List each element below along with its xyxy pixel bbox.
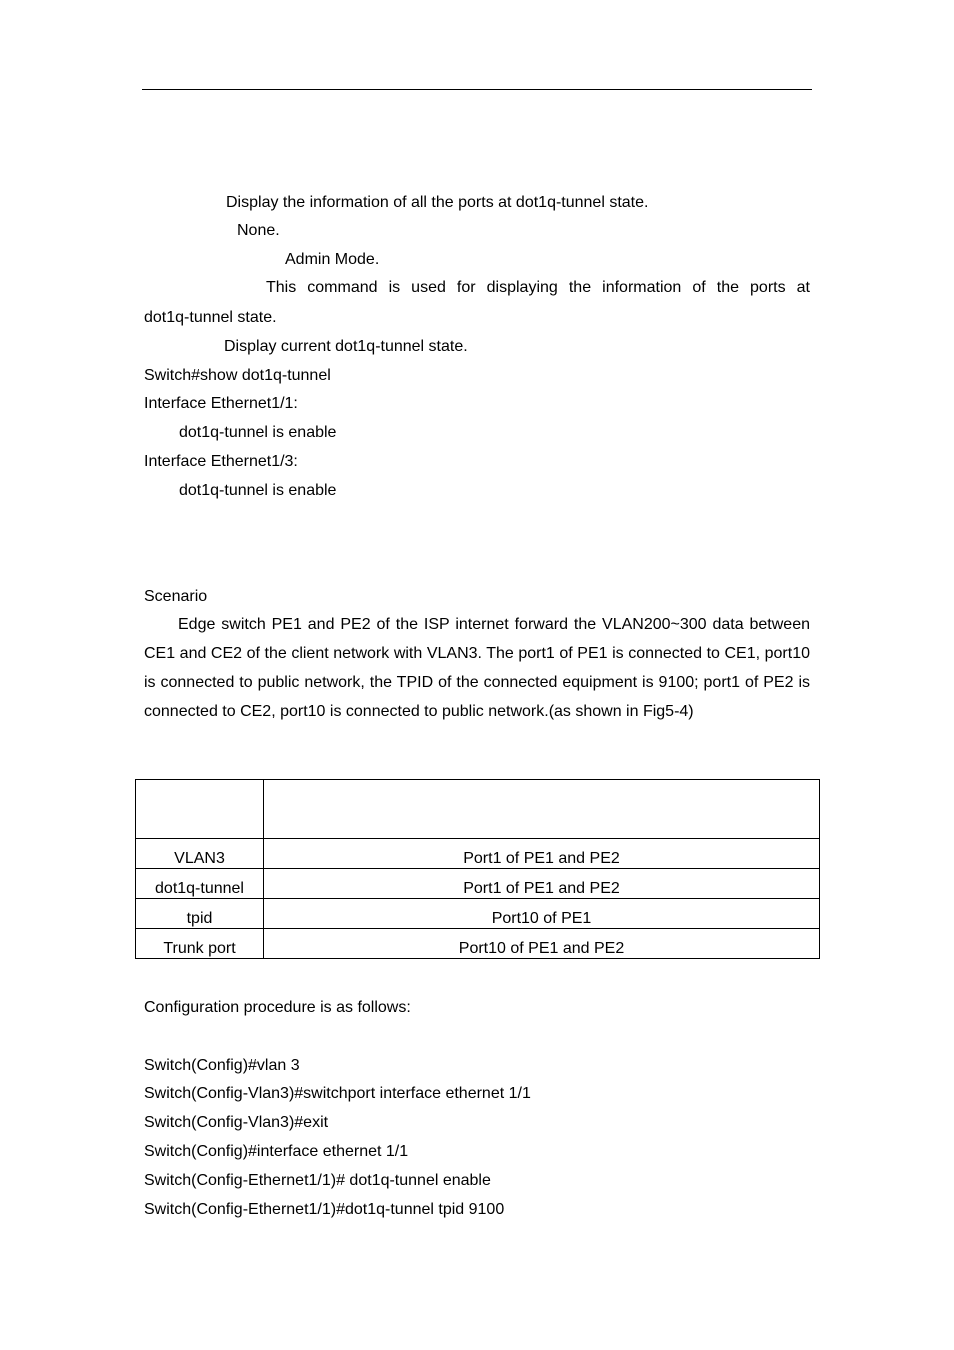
table-cell: Port10 of PE1 and PE2 (264, 929, 820, 959)
command-description: Display the information of all the ports at dot1q-tunnel state. (226, 194, 649, 211)
scenario-heading: Scenario (144, 588, 208, 605)
table-row (136, 929, 820, 959)
table-cell: Port1 of PE1 and PE2 (264, 869, 820, 899)
output-line: Switch#show dot1q-tunnel (144, 367, 331, 384)
command-mode: Admin Mode. (285, 251, 380, 268)
output-line: Interface Ethernet1/1: (144, 395, 298, 412)
output-line: Interface Ethernet1/3: (144, 453, 298, 470)
table-row (136, 869, 820, 899)
table-row (136, 899, 820, 929)
config-command: Switch(Config-Ethernet1/1)# dot1q-tunnel enable (144, 1172, 491, 1189)
config-command: Switch(Config)#interface ethernet 1/1 (144, 1143, 409, 1160)
scenario-paragraph: Edge switch PE1 and PE2 of the ISP internet forward the VLAN200~300 data between CE1 and CE2 of the client network with VLAN3. The port1 of PE1 is connected to CE1, port10 is connected to public network, the TPID of the connected equipment is 9100; port1 of PE2 is connected to CE2, port10 is connected to public network.(as shown in Fig5-4) (144, 616, 810, 720)
table-cell: tpid (136, 899, 264, 929)
output-line: dot1q-tunnel is enable (179, 424, 337, 441)
example-description: Display current dot1q-tunnel state. (224, 338, 468, 355)
config-command: Switch(Config-Vlan3)#switchport interface ethernet 1/1 (144, 1085, 531, 1102)
table-row (136, 839, 820, 869)
header-rule (142, 89, 812, 90)
config-command: Switch(Config-Vlan3)#exit (144, 1114, 329, 1131)
table-header-row (136, 780, 820, 839)
table-cell: dot1q-tunnel (136, 869, 264, 899)
command-parameter: None. (237, 222, 280, 239)
procedure-intro: Configuration procedure is as follows: (144, 999, 411, 1016)
command-usage-line2: dot1q-tunnel state. (144, 309, 277, 326)
table-cell: Trunk port (136, 929, 264, 959)
table-cell: VLAN3 (136, 839, 264, 869)
table-header-cell (136, 780, 264, 839)
config-command: Switch(Config-Ethernet1/1)#dot1q-tunnel tpid 9100 (144, 1201, 505, 1218)
table-cell: Port10 of PE1 (264, 899, 820, 929)
command-usage-line1: This command is used for displaying the information of the ports at (266, 279, 810, 296)
configuration-table (135, 779, 820, 959)
table-cell: Port1 of PE1 and PE2 (264, 839, 820, 869)
output-line: dot1q-tunnel is enable (179, 482, 337, 499)
table-header-cell (264, 780, 820, 839)
config-command: Switch(Config)#vlan 3 (144, 1057, 300, 1074)
